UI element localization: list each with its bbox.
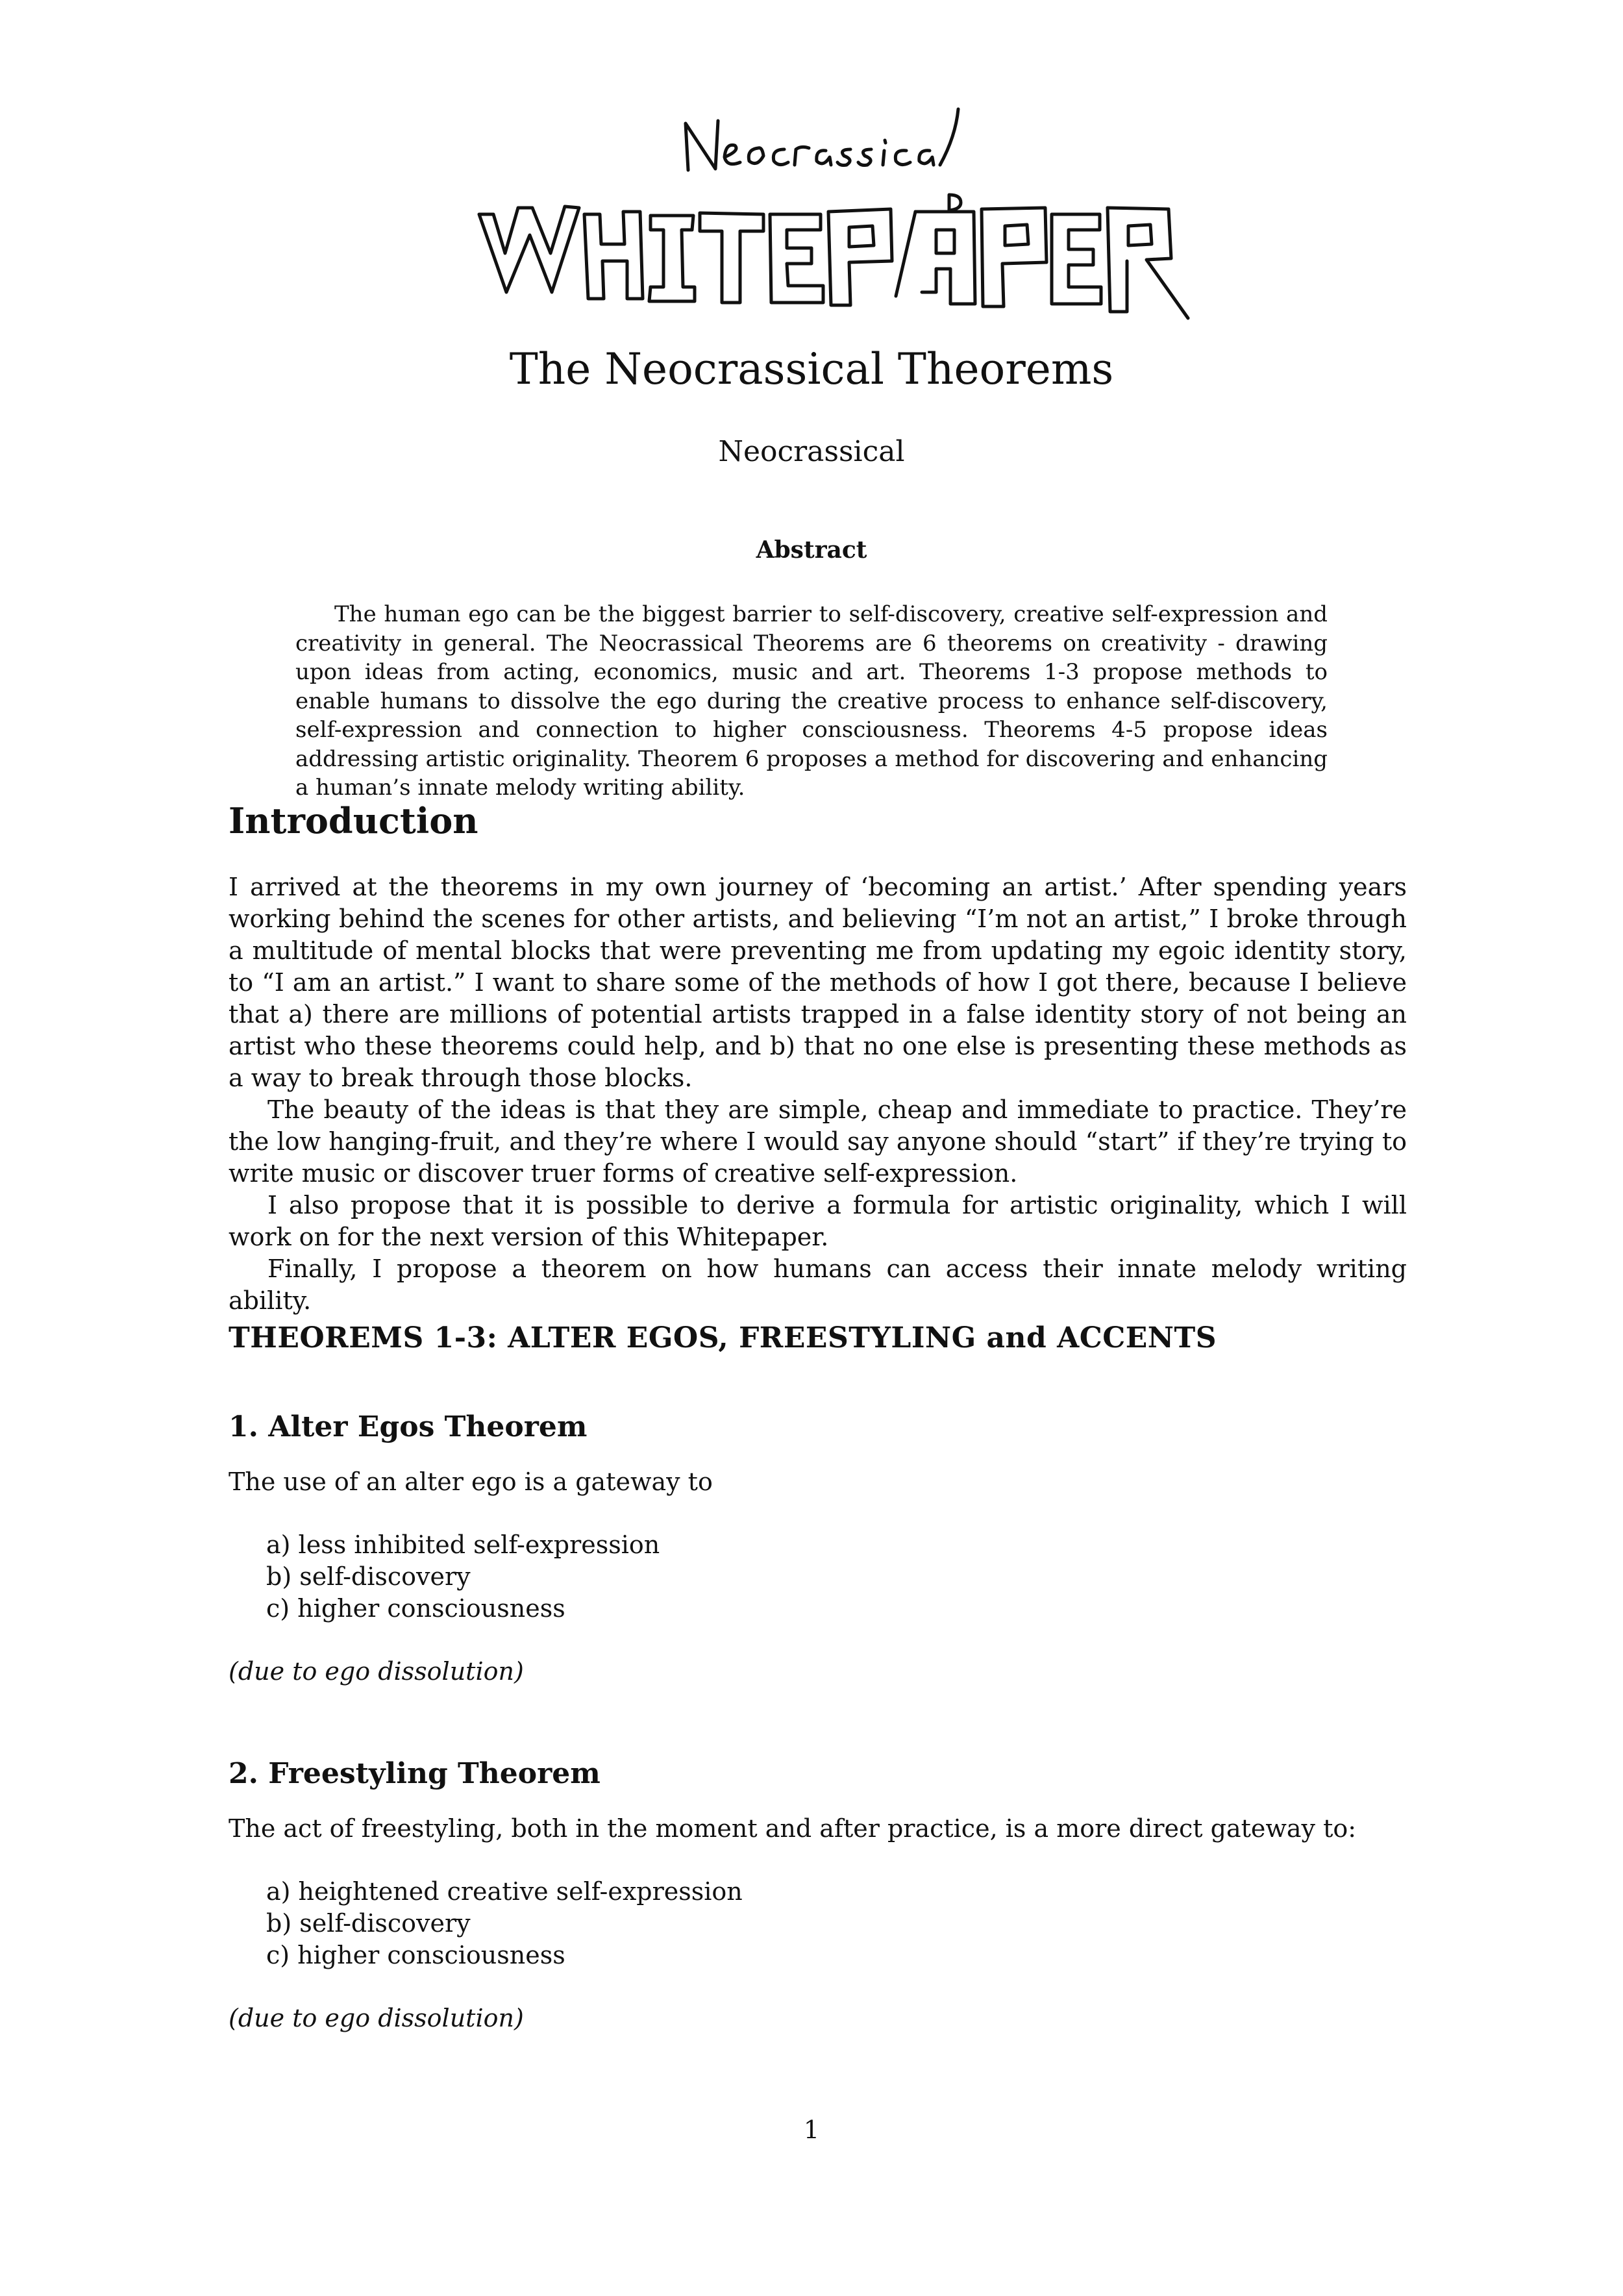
list-item: a) less inhibited self-expression [266, 1530, 660, 1559]
paper-title: The Neocrassical Theorems [509, 344, 1114, 394]
intro-paragraph-2: The beauty of the ideas is that they are simple, cheap and immediate to practice. They’re the low hanging-fruit, and they’re where I would say anyone should “start” if they’re trying to write music or discover truer forms of creative self-expression. [229, 1095, 1407, 1188]
theorem-1-list [229, 1529, 1444, 1625]
logo-script-neocrassical [686, 109, 958, 170]
theorem-1-lead: The use of an alter ego is a gateway to [229, 1467, 713, 1496]
theorem-1-note: (due to ego dissolution) [229, 1657, 524, 1686]
page-number: 1 [803, 2115, 820, 2144]
theorem-2-lead: The act of freestyling, both in the moment and after practice, is a more direct gateway to: [229, 1814, 1357, 1843]
abstract-text: The human ego can be the biggest barrier to self-discovery, creative self-expression and creativity in general. The Neocrassical Theorems are 6 theorems on creativity - drawing upon ideas from acting, economics, music and art. Theorems 1-3 propose methods to enable humans to dissolve the ego during the creative process to enhance self-discovery, self-expression and connection to higher consciousness. Theorems 4-5 propose ideas addressing artistic originality. Theorem 6 proposes a method for discovering and enhancing a human’s innate melody writing ability. [295, 601, 1328, 801]
handwritten-logo-drawing [467, 97, 1195, 344]
theorem-2-note: (due to ego dissolution) [229, 2004, 524, 2032]
intro-paragraph-1: I arrived at the theorems in my own journey of ‘becoming an artist.’ After spending years working behind the scenes for other artists, and believing “I’m not an artist,” I broke through a multitude of mental blocks that were preventing me from updating my egoic identity story, to “I am an artist.” I want to share some of the methods of how I got there, because I believe that a) there are millions of potential artists trapped in a false identity story of not being an artist who these theorems could help, and b) that no one else is presenting these methods as a way to break through those blocks. [229, 873, 1407, 1092]
intro-paragraph-4: Finally, I propose a theorem on how humans can access their innate melody writing ability. [229, 1254, 1407, 1315]
introduction-body [229, 871, 1407, 1317]
list-item: b) self-discovery [266, 1562, 471, 1591]
abstract-heading: Abstract [756, 536, 867, 564]
theorem-2-heading: 2. Freestyling Theorem [229, 1757, 601, 1790]
logo-block-whitepaper [479, 195, 1188, 318]
list-item: c) higher consciousness [266, 1594, 565, 1623]
intro-paragraph-3: I also propose that it is possible to derive a formula for artistic originality, which I will work on for the next version of this Whitepaper. [229, 1191, 1407, 1251]
whitepaper-logo [467, 97, 1195, 344]
theorems-section-heading: THEOREMS 1-3: ALTER EGOS, FREESTYLING and ACCENTS [229, 1321, 1217, 1354]
introduction-heading: Introduction [229, 800, 478, 842]
paper-author: Neocrassical [718, 435, 905, 468]
theorem-2-list [229, 1876, 1444, 1971]
list-item: c) higher consciousness [266, 1941, 565, 1969]
theorem-1-heading: 1. Alter Egos Theorem [229, 1410, 588, 1443]
list-item: a) heightened creative self-expression [266, 1877, 743, 1906]
list-item: b) self-discovery [266, 1909, 471, 1938]
